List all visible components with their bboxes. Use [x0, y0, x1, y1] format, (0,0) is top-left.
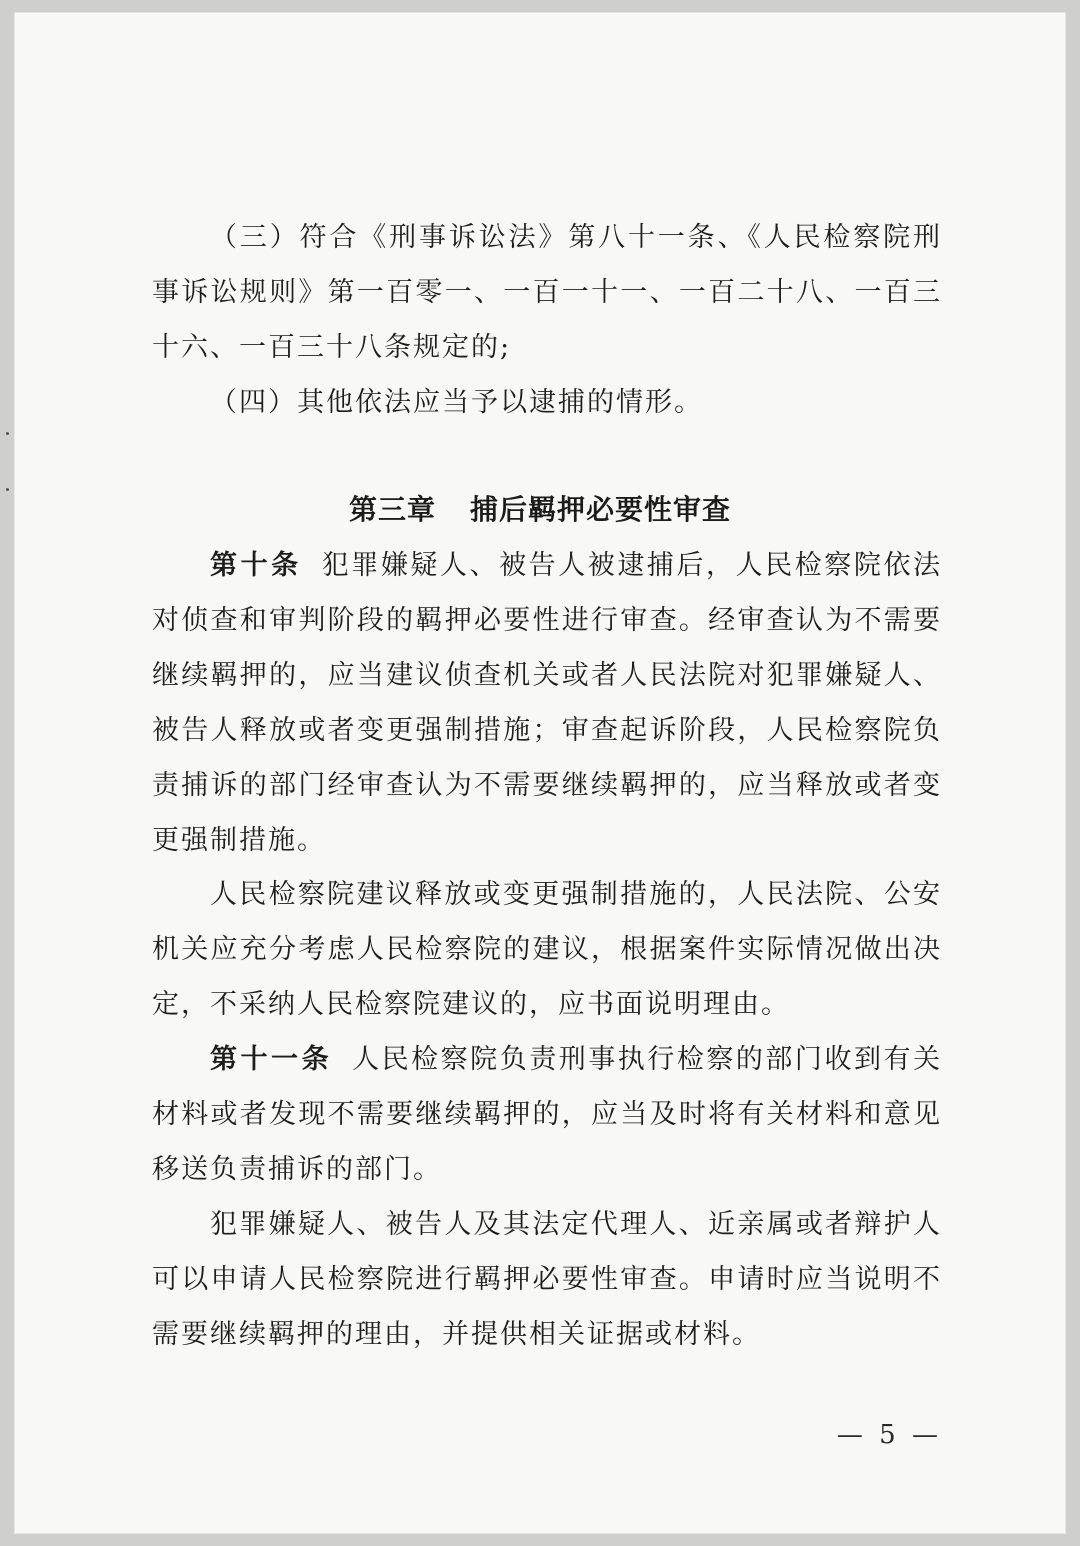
- paragraph-item-3: （三）符合《刑事诉讼法》第八十一条、《人民检察院刑事诉讼规则》第一百零一、一百一十一、一百二十八、一百三十六、一百三十八条规定的;: [152, 222, 942, 363]
- article-10-paragraph-2: 人民检察院建议释放或变更强制措施的，人民法院、公安机关应充分考虑人民检察院的建议，根据案件实际情况做出决定，不采纳人民检察院建议的，应书面说明理由。: [152, 879, 942, 1020]
- chapter-heading: [0, 490, 1080, 530]
- article-11-label: 第十一条: [210, 1044, 333, 1075]
- article-10-text: 犯罪嫌疑人、被告人被逮捕后，人民检察院依法对侦查和审判阶段的羁押必要性进行审查。经审查认为不需要继续羁押的，应当建议侦查机关或者人民法院对犯罪嫌疑人、被告人释放或者变更强制措施；审查起诉阶段，人民检察院负责捕诉的部门经审查认为不需要继续羁押的，应当释放或者变更强制措施。: [152, 550, 943, 856]
- chapter-title: 捕后羁押必要性审查: [470, 493, 732, 526]
- chapter-number: 第三章: [348, 493, 436, 526]
- article-10: [152, 538, 942, 868]
- paragraph-item-4: （四）其他依法应当予以逮捕的情形。: [210, 387, 703, 418]
- article-10-label: 第十条: [210, 550, 302, 581]
- article-11: [152, 1032, 942, 1197]
- scan-speck: [6, 432, 9, 435]
- page-number: — 5 —: [836, 1420, 942, 1450]
- article-11-paragraph-2: 犯罪嫌疑人、被告人及其法定代理人、近亲属或者辩护人可以申请人民检察院进行羁押必要性审查。申请时应当说明不需要继续羁押的理由，并提供相关证据或材料。: [152, 1209, 942, 1350]
- article-11-text: 人民检察院负责刑事执行检察的部门收到有关材料或者发现不需要继续羁押的，应当及时将有关材料和意见移送负责捕诉的部门。: [152, 1044, 943, 1185]
